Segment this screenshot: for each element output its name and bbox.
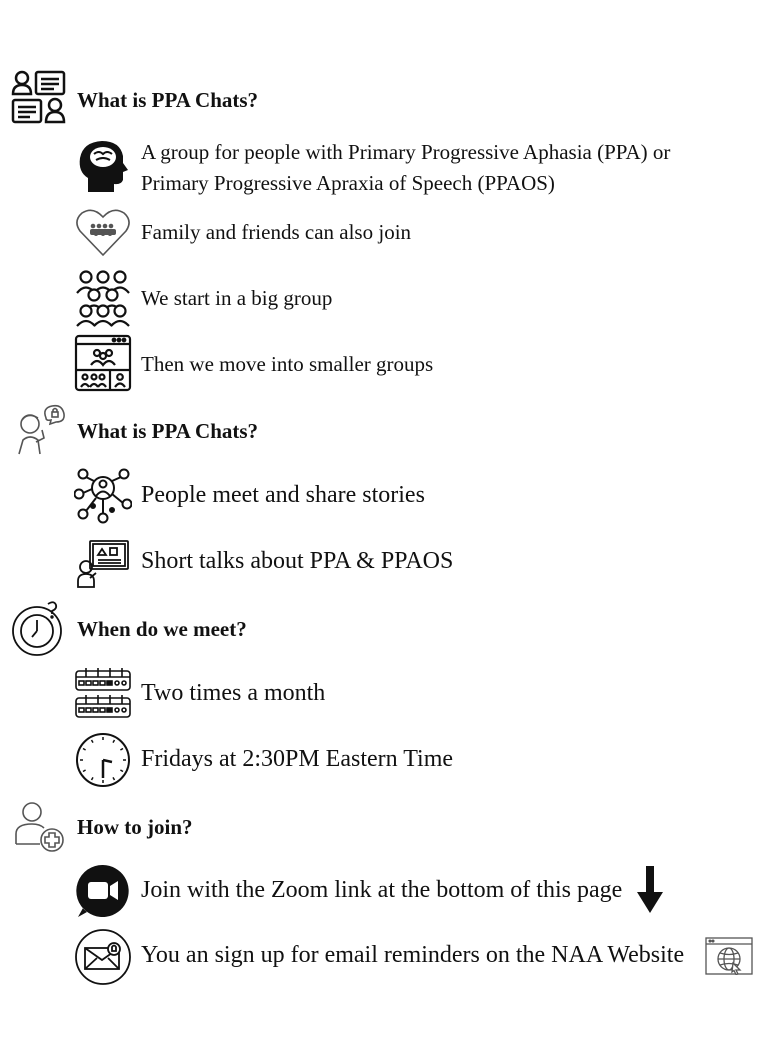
- group-description: [141, 137, 670, 199]
- section-title: When do we meet?: [77, 617, 247, 641]
- arrow-down-icon: [637, 866, 663, 914]
- thinking-person-icon: [10, 402, 68, 460]
- video-breakout-icon: [74, 334, 132, 392]
- time-text: Fridays at 2:30PM Eastern Time: [141, 746, 454, 772]
- short-talks-text: Short talks about PPA & PPAOS: [141, 548, 454, 574]
- website-globe-icon[interactable]: [705, 937, 753, 975]
- info-people-icon: [10, 68, 68, 126]
- share-stories-text: People meet and share stories: [141, 482, 425, 508]
- heart-family-icon: [74, 203, 132, 261]
- email-icon[interactable]: [74, 928, 132, 986]
- section-title: What is PPA Chats?: [77, 419, 259, 443]
- big-group-icon: [74, 269, 132, 327]
- zoom-camera-icon[interactable]: [74, 862, 132, 920]
- section-title: How to join?: [77, 815, 193, 839]
- family-text: Family and friends can also join: [141, 220, 412, 244]
- network-people-icon: [74, 466, 132, 524]
- clock-icon: [74, 731, 132, 789]
- presentation-icon: [74, 533, 132, 591]
- stopwatch-icon: [10, 600, 68, 658]
- calendar-icon: [74, 665, 132, 723]
- small-groups-text: Then we move into smaller groups: [141, 352, 434, 376]
- zoom-join-text: Join with the Zoom link at the bottom of this page: [141, 877, 623, 903]
- section-title: What is PPA Chats?: [77, 88, 259, 112]
- email-signup-text: You an sign up for email reminders on the NAA Website: [141, 942, 685, 968]
- brain-head-icon: [74, 136, 132, 194]
- add-user-icon: [10, 798, 68, 856]
- big-group-text: We start in a big group: [141, 286, 333, 310]
- group-description-line1: A group for people with Primary Progressive Aphasia (PPA) or: [141, 140, 671, 164]
- frequency-text: Two times a month: [141, 680, 326, 706]
- group-description-line2: Primary Progressive Apraxia of Speech (PPAOS): [141, 171, 555, 195]
